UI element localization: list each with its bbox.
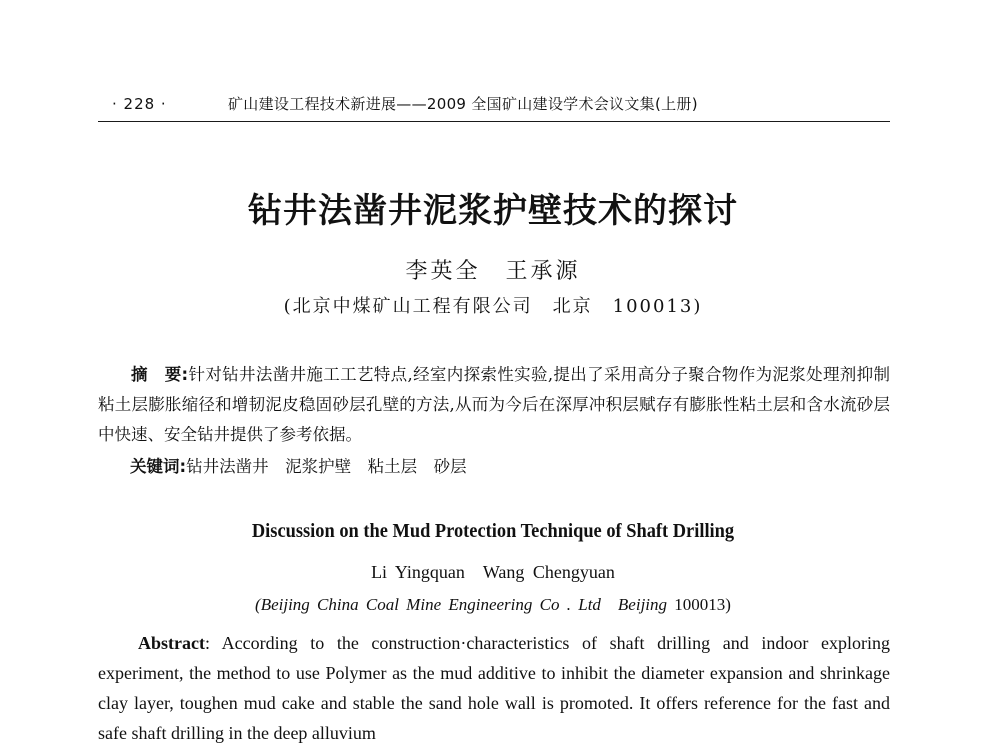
running-header [98,93,890,119]
chinese-title: 钻井法凿井泥浆护壁技术的探讨 [248,191,738,231]
chinese-authors: 李英全 王承源 [405,259,581,284]
chinese-keywords [130,452,890,482]
header-rule [98,121,890,122]
journal-title: 矿山建设工程技术新进展——2009 全国矿山建设学术会议文集(上册) [228,95,698,113]
chinese-abstract-text: 针对钻井法凿井施工工艺特点,经室内探索性实验,提出了采用高分子聚合物作为泥浆处理剂抑制粘土层膨胀缩径和增韧泥皮稳固砂层孔壁的方法,从而为今后在深厚冲积层赋存有膨胀性粘土层和含水流砂层中快速、安全钻井提供了参考依据。 [98,365,890,444]
english-abstract [98,628,890,748]
page-number: · 228 · [112,95,167,113]
chinese-affiliation: (北京中煤矿山工程有限公司 北京 100013) [283,296,703,317]
chinese-abstract-label: 摘 要: [131,365,189,384]
english-affiliation-name: (Beijing China Coal Mine Engineering Co . Ltd Beijing [255,595,668,614]
english-authors: Li Yingquan Wang Chengyuan [371,562,615,582]
english-affiliation-code: 100013) [674,595,731,614]
chinese-keywords-text: 钻井法凿井 泥浆护壁 粘土层 砂层 [186,457,467,476]
english-title: Discussion on the Mud Protection Technique of Shaft Drilling [251,520,735,542]
english-abstract-text: : According to the construction·characteristics of shaft drilling and indoor exploring experiment, the method to use Polymer as the mud additive to inhibit the diameter expansion and shrinkage clay layer, toughen mud cake and stable the sand hole wall is promoted. It offers reference for the fast and safe shaft drilling in the deep alluvium [98,633,890,743]
chinese-abstract [98,360,890,450]
chinese-keywords-label: 关键词: [130,457,187,476]
english-abstract-label: Abstract [138,633,205,653]
english-affiliation [0,590,986,615]
